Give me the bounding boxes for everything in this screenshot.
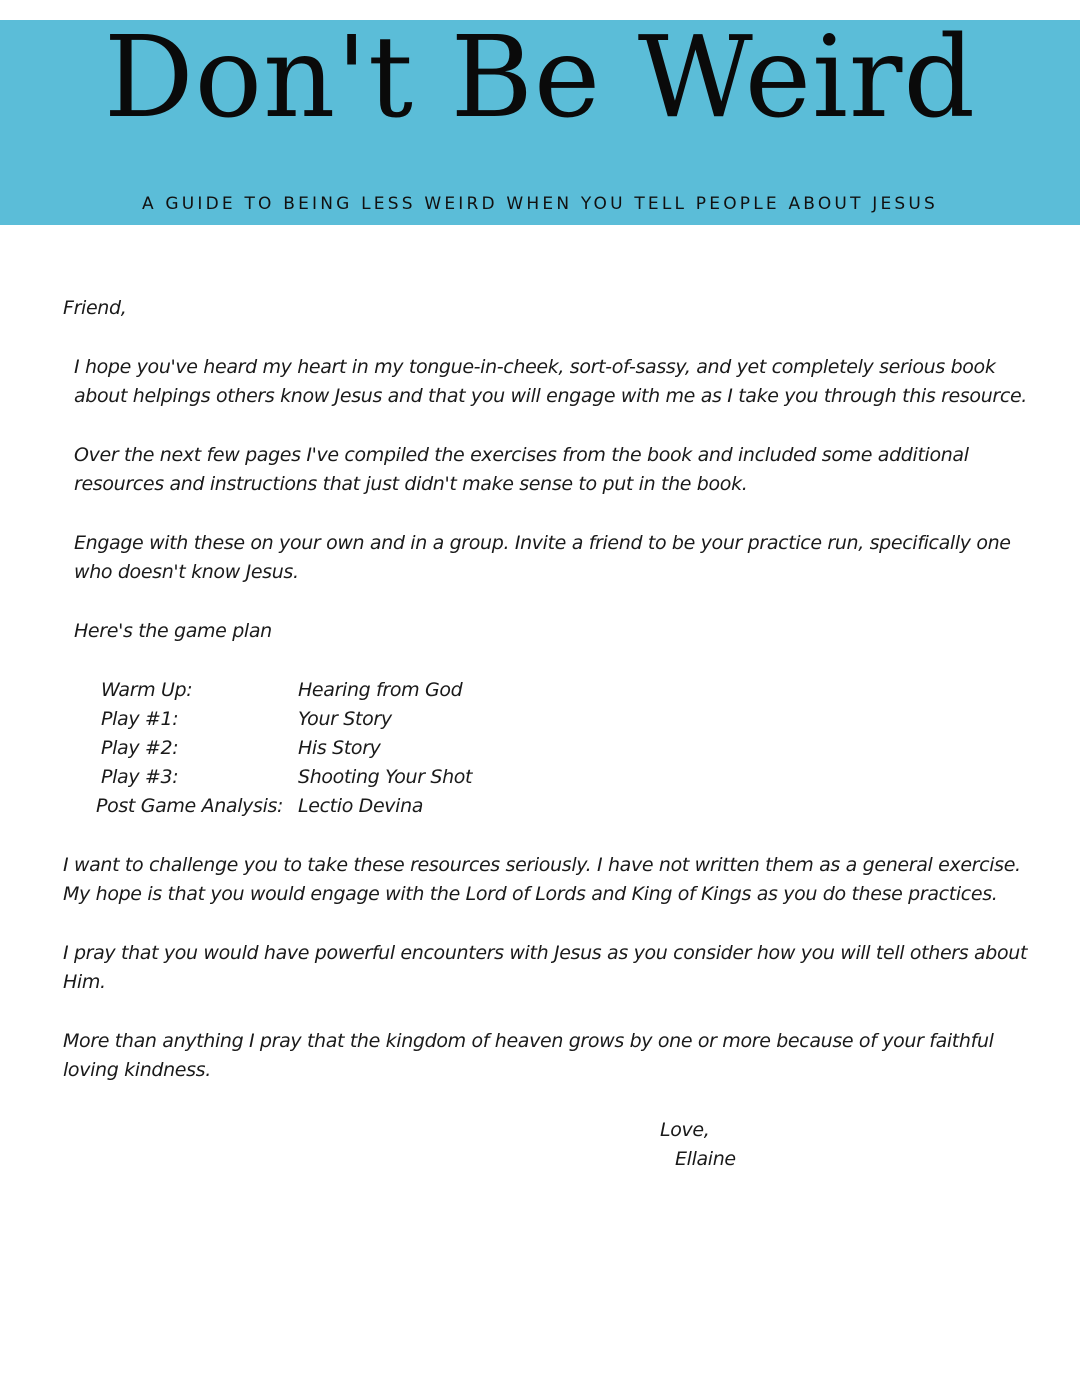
game-plan-value: Lectio Devina xyxy=(298,795,424,817)
paragraph-challenge: I want to challenge you to take these resources seriously. I have not written them as a general exercise. My hope is that you would engage with the Lord of Lords and King of Kings as you do these practices. xyxy=(63,854,1021,905)
sign-off-block xyxy=(660,1116,736,1174)
game-plan-value: Your Story xyxy=(298,708,392,730)
game-plan-row xyxy=(63,763,1033,792)
game-plan-label: Play #3: xyxy=(101,766,179,788)
game-plan-row xyxy=(63,705,1033,734)
game-plan-value: Shooting Your Shot xyxy=(298,766,473,788)
signature: Ellaine xyxy=(675,1148,736,1170)
paragraph-prayer: I pray that you would have powerful encounters with Jesus as you consider how you will tell others about Him. xyxy=(63,942,1028,993)
game-plan-label: Warm Up: xyxy=(101,679,193,701)
game-plan-row xyxy=(63,676,1033,705)
game-plan-row xyxy=(63,734,1033,763)
game-plan-row xyxy=(63,792,1033,821)
paragraph-engage: Engage with these on your own and in a group. Invite a friend to be your practice run, specifically one who doesn't know Jesus. xyxy=(74,532,1011,583)
game-plan-value: Hearing from God xyxy=(298,679,463,701)
game-plan-value: His Story xyxy=(298,737,381,759)
salutation: Friend, xyxy=(63,297,127,319)
document-title: Don't Be Weird xyxy=(103,13,977,143)
game-plan-label: Play #1: xyxy=(101,708,179,730)
sign-off: Love, xyxy=(660,1119,710,1141)
document-subtitle: A GUIDE TO BEING LESS WEIRD WHEN YOU TELL PEOPLE ABOUT JESUS xyxy=(141,194,939,214)
paragraph-game-plan-intro: Here's the game plan xyxy=(74,620,272,642)
game-plan-list xyxy=(63,676,1033,821)
letter-body xyxy=(63,294,1033,1115)
game-plan-label: Post Game Analysis: xyxy=(96,795,284,817)
paragraph-intro: I hope you've heard my heart in my tongue-in-cheek, sort-of-sassy, and yet completely serious book about helpings others know Jesus and that you will engage with me as I take you through this resource. xyxy=(74,356,1027,407)
paragraph-kingdom: More than anything I pray that the kingdom of heaven grows by one or more because of your faithful loving kindness. xyxy=(63,1030,994,1081)
game-plan-label: Play #2: xyxy=(101,737,179,759)
paragraph-overview: Over the next few pages I've compiled the exercises from the book and included some additional resources and instructions that just didn't make sense to put in the book. xyxy=(74,444,969,495)
